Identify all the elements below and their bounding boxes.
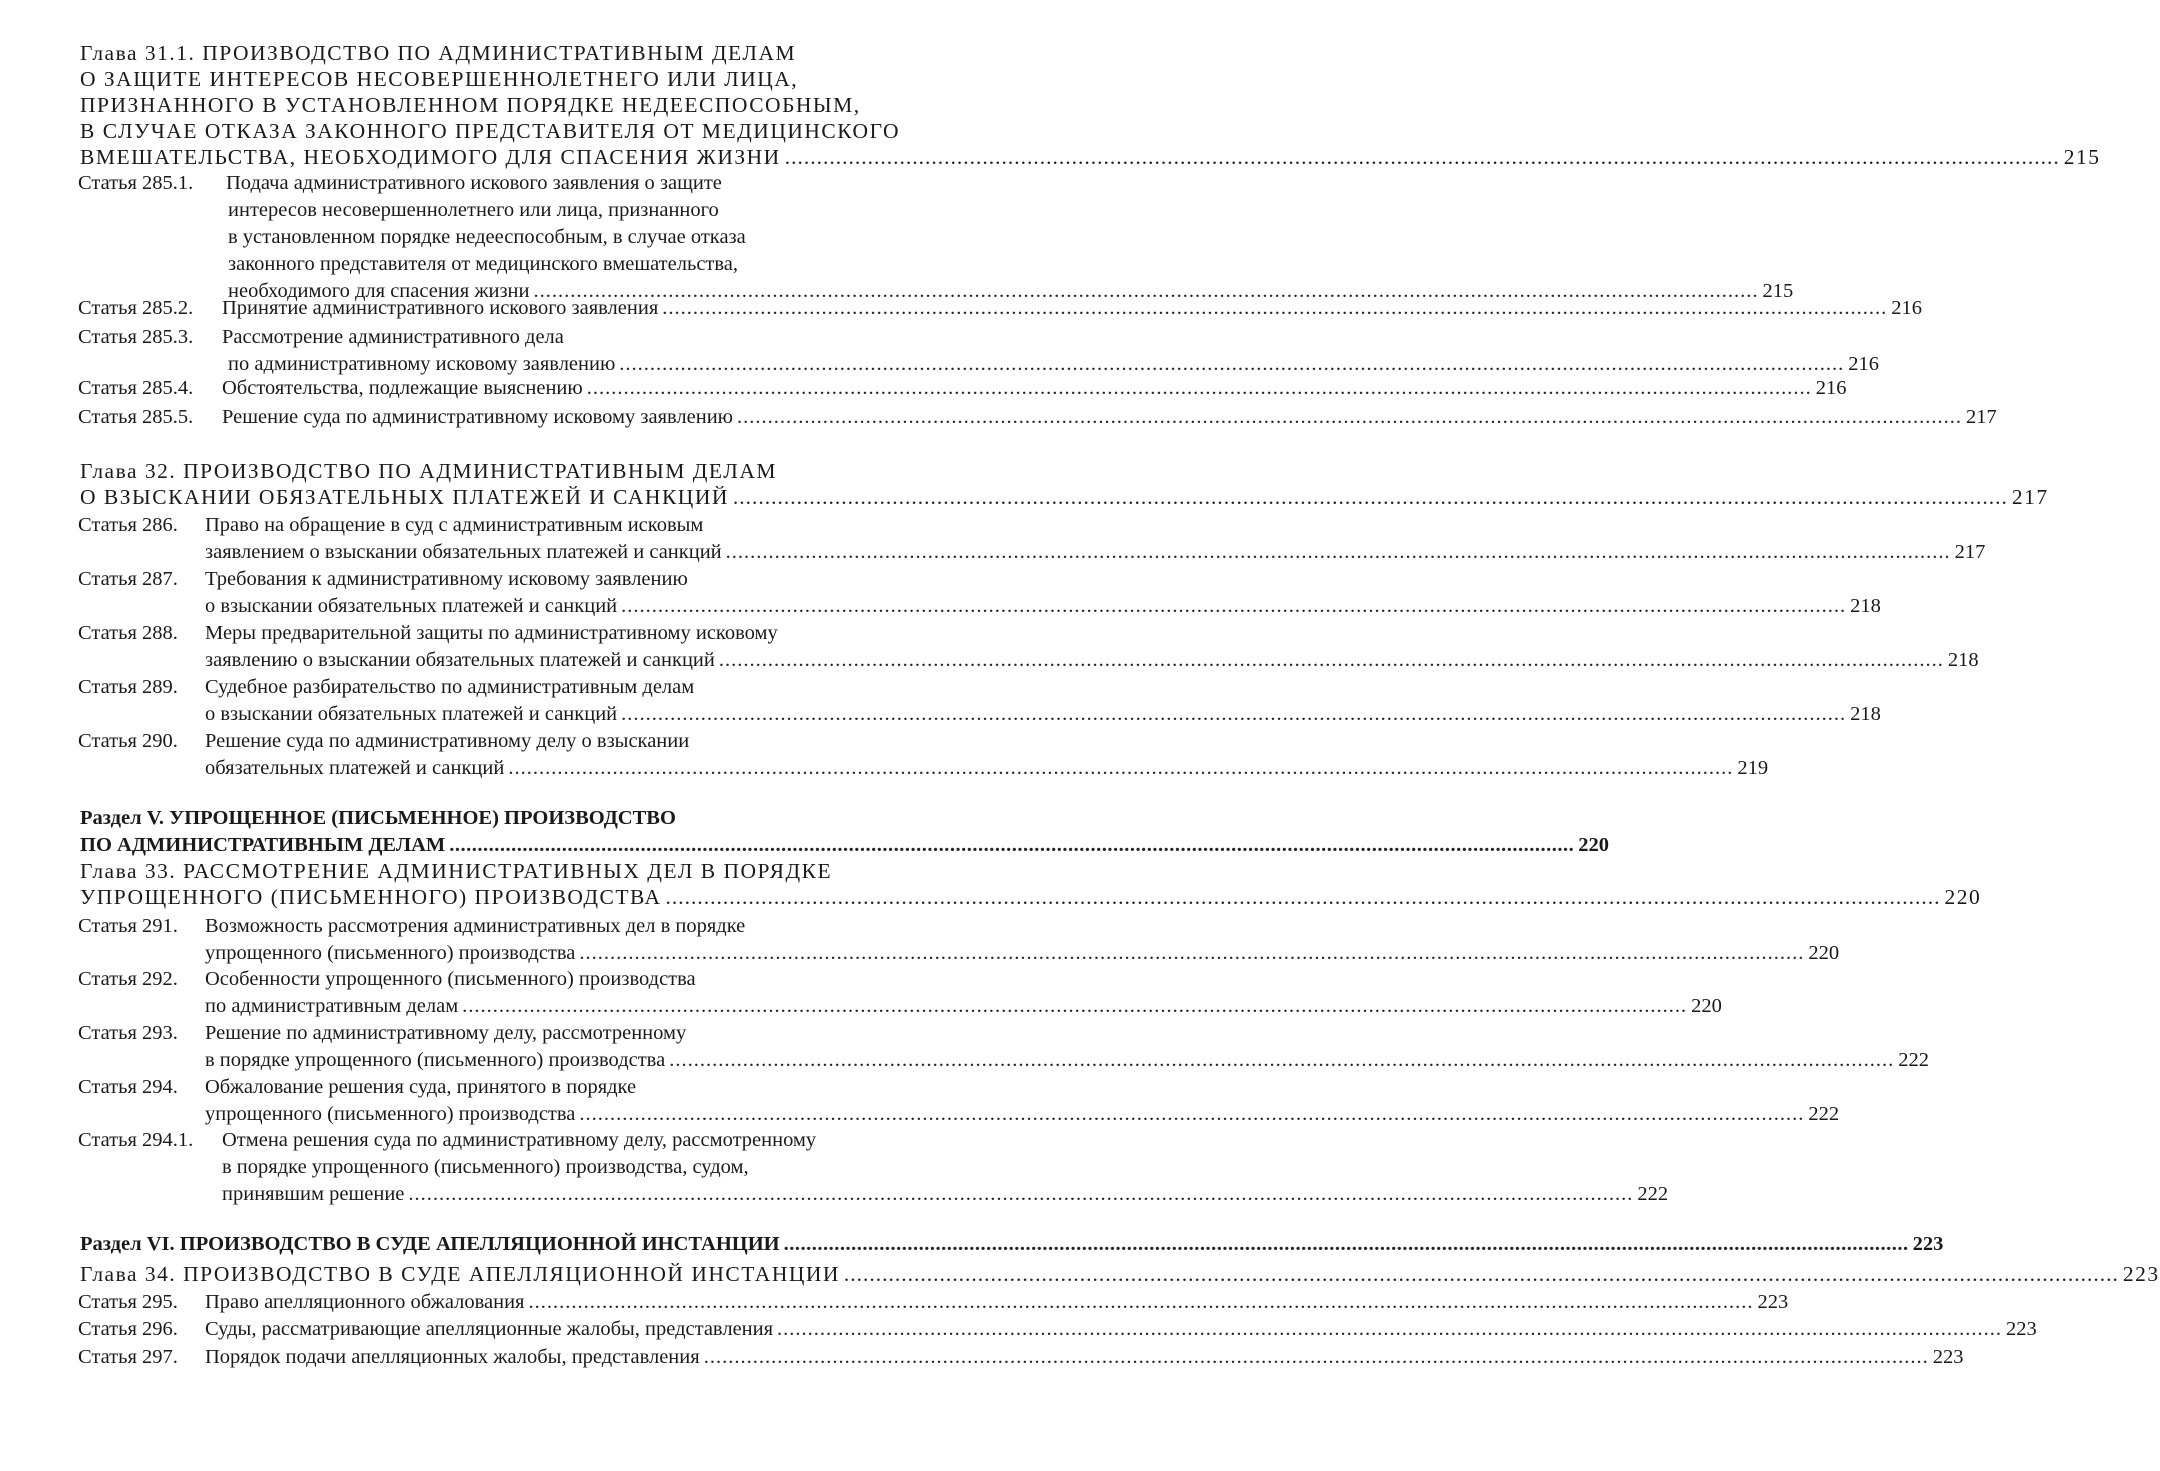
dot-leader: ........................................................................................................................................................................................................	[621, 595, 1847, 617]
page-number: 223	[1912, 1233, 1944, 1255]
article-number: Статья 285.1.	[78, 172, 194, 194]
page-number: 216	[1891, 297, 1923, 319]
page-number: 218	[1947, 649, 1979, 671]
article-title: в установленном порядке недееспособным, в случае отказа	[228, 226, 746, 248]
article-title: по административным делам	[205, 995, 459, 1017]
article-title: заявлению о взыскании обязательных платежей и санкций	[205, 649, 715, 671]
article-title: в порядке упрощенного (письменного) производства	[205, 1049, 666, 1071]
page-number: 217	[2011, 485, 2049, 509]
toc-line	[78, 373, 1847, 403]
article-number: Статья 291.	[78, 915, 178, 937]
toc-line	[78, 293, 1923, 323]
page-number: 222	[1637, 1183, 1669, 1205]
section-title: Раздел VI. ПРОИЗВОДСТВО В СУДЕ АПЕЛЛЯЦИОННОЙ ИНСТАНЦИИ	[80, 1233, 780, 1255]
toc-line	[78, 618, 778, 648]
toc-line	[78, 1125, 816, 1155]
article-title: о взыскании обязательных платежей и санкций	[205, 595, 618, 617]
toc-line	[78, 1342, 1964, 1372]
article-title: Обжалование решения суда, принятого в порядке	[205, 1076, 637, 1098]
page-number: 220	[1944, 885, 1982, 909]
page-number: 220	[1578, 834, 1610, 856]
page-number: 220	[1691, 995, 1722, 1017]
toc-line	[80, 1229, 1944, 1259]
article-number: Статья 285.5.	[78, 406, 194, 428]
article-title: Право апелляционного обжалования	[205, 1291, 525, 1313]
chapter-title: УПРОЩЕННОГО (ПИСЬМЕННОГО) ПРОИЗВОДСТВА	[80, 885, 662, 909]
article-number: Статья 287.	[78, 568, 178, 590]
dot-leader: ........................................................................................................................................................................................................	[737, 406, 1962, 428]
page-number: 218	[1850, 703, 1881, 725]
chapter-title: В СЛУЧАЕ ОТКАЗА ЗАКОННОГО ПРЕДСТАВИТЕЛЯ ОТ МЕДИЦИНСКОГО	[80, 119, 901, 143]
page-number: 222	[1808, 1103, 1840, 1125]
article-title: Право на обращение в суд с административным исковым	[205, 514, 704, 536]
toc-line	[78, 911, 745, 941]
page-number: 215	[2063, 145, 2101, 169]
page-number: 215	[1762, 280, 1794, 302]
dot-leader: ........................................................................................................................................................................................................	[621, 703, 1847, 725]
article-number: Статья 294.	[78, 1076, 178, 1098]
dot-leader: ........................................................................................................................................................................................................	[579, 1103, 1805, 1125]
dot-leader: ........................................................................................................................................................................................................	[408, 1183, 1634, 1205]
page-number: 217	[1954, 541, 1986, 563]
page-number: 218	[1850, 595, 1881, 617]
toc-line	[78, 1314, 2037, 1344]
toc-line	[205, 591, 1881, 621]
toc-line	[222, 1179, 1669, 1209]
page-number: 216	[1815, 377, 1847, 399]
dot-leader: ........................................................................................................................................................................................................	[783, 1233, 1909, 1255]
article-number: Статья 296.	[78, 1318, 178, 1340]
toc-line	[78, 564, 688, 594]
dot-leader: ........................................................................................................................................................................................................	[462, 995, 1688, 1017]
article-title: в порядке упрощенного (письменного) производства, судом,	[222, 1156, 749, 1178]
article-number: Статья 285.2.	[78, 297, 194, 319]
dot-leader: ........................................................................................................................................................................................................	[619, 353, 1845, 375]
page-number: 217	[1966, 406, 1997, 428]
article-number: Статья 292.	[78, 968, 178, 990]
article-title: законного представителя от медицинского вмешательства,	[228, 253, 739, 275]
article-number: Статья 294.1.	[78, 1129, 194, 1151]
toc-line	[78, 1287, 1789, 1317]
chapter-title: О ВЗЫСКАНИИ ОБЯЗАТЕЛЬНЫХ ПЛАТЕЖЕЙ И САНКЦИЙ	[80, 485, 729, 509]
dot-leader: ........................................................................................................................................................................................................	[732, 485, 2008, 509]
article-number: Статья 285.4.	[78, 377, 194, 399]
toc-line	[78, 322, 564, 352]
article-title: принявшим решение	[222, 1183, 405, 1205]
toc-line	[205, 1045, 1929, 1075]
dot-leader: ........................................................................................................................................................................................................	[586, 377, 1812, 399]
article-title: по административному исковому заявлению	[228, 353, 616, 375]
toc-line	[80, 1259, 2160, 1289]
page-number: 216	[1848, 353, 1880, 375]
toc-line	[80, 882, 1982, 912]
dot-leader: ........................................................................................................................................................................................................	[784, 145, 2060, 169]
toc-line	[78, 1072, 636, 1102]
dot-leader: ........................................................................................................................................................................................................	[777, 1318, 2003, 1340]
dot-leader: ........................................................................................................................................................................................................	[718, 649, 1944, 671]
toc-line	[205, 645, 1979, 675]
article-number: Статья 285.3.	[78, 326, 194, 348]
page-number: 223	[1757, 1291, 1789, 1313]
article-number: Статья 293.	[78, 1022, 178, 1044]
article-title: необходимого для спасения жизни	[228, 280, 530, 302]
chapter-title: Глава 32. ПРОИЗВОДСТВО ПО АДМИНИСТРАТИВНЫМ ДЕЛАМ	[80, 459, 778, 483]
toc-line	[78, 726, 689, 756]
toc-line	[78, 168, 722, 198]
section-title: ПО АДМИНИСТРАТИВНЫМ ДЕЛАМ	[80, 834, 446, 856]
dot-leader: ........................................................................................................................................................................................................	[662, 297, 1888, 319]
toc-line	[78, 672, 694, 702]
toc-line	[228, 249, 738, 279]
article-title: Решение суда по административному исковому заявлению	[222, 406, 733, 428]
article-number: Статья 295.	[78, 1291, 178, 1313]
section-title: Раздел V. УПРОЩЕННОЕ (ПИСЬМЕННОЕ) ПРОИЗВОДСТВО	[80, 807, 676, 829]
article-title: Рассмотрение административного дела	[222, 326, 564, 348]
toc-line	[228, 195, 719, 225]
article-title: Порядок подачи апелляционных жалобы, представления	[205, 1346, 700, 1368]
article-title: упрощенного (письменного) производства	[205, 942, 576, 964]
page-number: 219	[1737, 757, 1769, 779]
article-title: заявлением о взыскании обязательных платежей и санкций	[205, 541, 722, 563]
page-number: 220	[1808, 942, 1840, 964]
article-title: Решение суда по административному делу о взыскании	[205, 730, 690, 752]
page-number: 223	[2122, 1262, 2160, 1286]
chapter-title: Глава 34. ПРОИЗВОДСТВО В СУДЕ АПЕЛЛЯЦИОННОЙ ИНСТАНЦИИ	[80, 1262, 840, 1286]
dot-leader: ........................................................................................................................................................................................................	[725, 541, 1951, 563]
dot-leader: ........................................................................................................................................................................................................	[843, 1262, 2119, 1286]
article-title: Суды, рассматривающие апелляционные жалобы, представления	[205, 1318, 774, 1340]
article-title: о взыскании обязательных платежей и санкций	[205, 703, 618, 725]
article-number: Статья 289.	[78, 676, 178, 698]
article-title: Решение по административному делу, рассмотренному	[205, 1022, 687, 1044]
article-title: упрощенного (письменного) производства	[205, 1103, 576, 1125]
toc-line	[205, 699, 1881, 729]
chapter-title: ПРИЗНАННОГО В УСТАНОВЛЕННОМ ПОРЯДКЕ НЕДЕЕСПОСОБНЫМ,	[80, 93, 861, 117]
article-title: обязательных платежей и санкций	[205, 757, 505, 779]
toc-line	[80, 482, 2049, 512]
chapter-title: ВМЕШАТЕЛЬСТВА, НЕОБХОДИМОГО ДЛЯ СПАСЕНИЯ ЖИЗНИ	[80, 145, 781, 169]
dot-leader: ........................................................................................................................................................................................................	[703, 1346, 1929, 1368]
article-number: Статья 297.	[78, 1346, 178, 1368]
article-number: Статья 286.	[78, 514, 178, 536]
page-number: 223	[1932, 1346, 1964, 1368]
article-title: Подача административного искового заявления о защите	[226, 172, 722, 194]
article-title: Требования к административному исковому заявлению	[205, 568, 688, 590]
dot-leader: ........................................................................................................................................................................................................	[508, 757, 1734, 779]
article-title: Отмена решения суда по административному делу, рассмотренному	[222, 1129, 817, 1151]
article-number: Статья 290.	[78, 730, 178, 752]
toc-line	[78, 402, 1997, 432]
toc-line	[80, 803, 676, 833]
dot-leader: ........................................................................................................................................................................................................	[579, 942, 1805, 964]
toc-line	[78, 1018, 686, 1048]
toc-line	[205, 991, 1722, 1021]
dot-leader: ........................................................................................................................................................................................................	[533, 280, 1759, 302]
page-number: 222	[1898, 1049, 1929, 1071]
article-title: Особенности упрощенного (письменного) производства	[205, 968, 696, 990]
chapter-title: О ЗАЩИТЕ ИНТЕРЕСОВ НЕСОВЕРШЕННОЛЕТНЕГО ИЛИ ЛИЦА,	[80, 67, 799, 91]
dot-leader: ........................................................................................................................................................................................................	[669, 1049, 1895, 1071]
dot-leader: ........................................................................................................................................................................................................	[528, 1291, 1754, 1313]
toc-line	[228, 222, 746, 252]
dot-leader: ........................................................................................................................................................................................................	[449, 834, 1575, 856]
chapter-title: Глава 33. РАССМОТРЕНИЕ АДМИНИСТРАТИВНЫХ ДЕЛ В ПОРЯДКЕ	[80, 859, 833, 883]
article-title: Принятие административного искового заявления	[222, 297, 659, 319]
toc-line	[78, 964, 696, 994]
toc-line	[205, 753, 1769, 783]
page-number: 223	[2006, 1318, 2037, 1340]
toc-line	[222, 1152, 749, 1182]
article-title: Судебное разбирательство по административным делам	[205, 676, 695, 698]
article-title: интересов несовершеннолетнего или лица, признанного	[228, 199, 719, 221]
toc-line	[205, 537, 1986, 567]
toc-line	[78, 510, 703, 540]
dot-leader: ........................................................................................................................................................................................................	[665, 885, 1941, 909]
article-title: Возможность рассмотрения административных дел в порядке	[205, 915, 746, 937]
article-title: Обстоятельства, подлежащие выяснению	[222, 377, 583, 399]
chapter-title: Глава 31.1. ПРОИЗВОДСТВО ПО АДМИНИСТРАТИВНЫМ ДЕЛАМ	[80, 41, 797, 65]
article-title: Меры предварительной защиты по административному исковому	[205, 622, 778, 644]
article-number: Статья 288.	[78, 622, 178, 644]
